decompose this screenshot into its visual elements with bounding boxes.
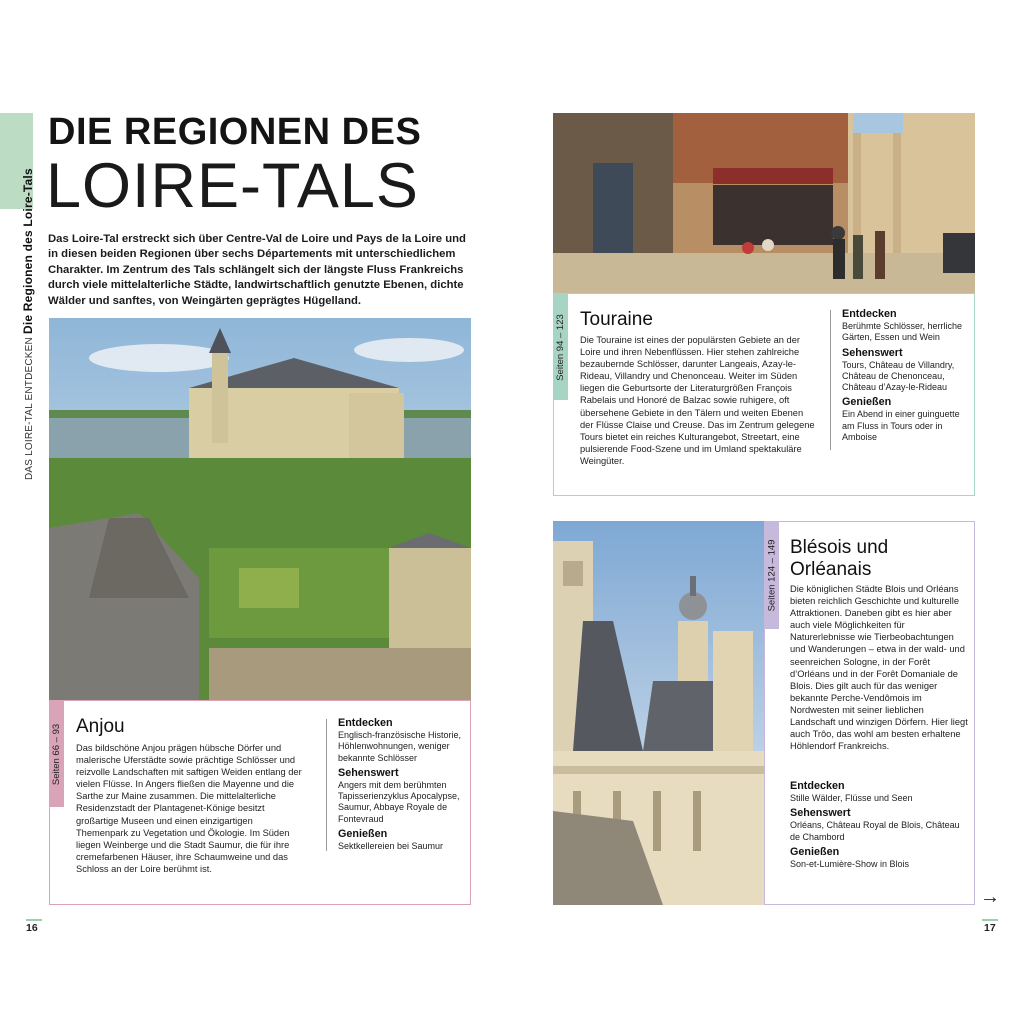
page-number-right: 17 [984,922,996,934]
touraine-entdecken: Berühmte Schlösser, herrliche Gärten, Essen und Wein [842,321,963,343]
region-box-blesois [764,521,975,905]
region-box-anjou [49,700,471,905]
anjou-facts [338,715,466,855]
blesois-geniessen-label: Genießen [790,845,840,858]
anjou-name: Anjou [76,716,125,737]
vertical-running-head [22,168,36,480]
page-title-line1: DIE REGIONEN DES [48,111,422,153]
touraine-sehenswert-label: Sehenswert [842,346,903,359]
next-page-arrow-icon[interactable]: → [980,886,1000,908]
touraine-page-tab [553,294,568,400]
page-number-rule-left [26,919,42,921]
touraine-facts [842,306,970,446]
blesois-photo [553,521,764,905]
anjou-page-tab [49,701,64,807]
anjou-geniessen: Sektkellereien bei Saumur [338,841,444,852]
running-head-title: Die Regionen des Loire-Tals [21,168,35,335]
anjou-divider [326,719,327,851]
running-head-prefix: DAS LOIRE-TAL ENTDECKEN [24,337,35,480]
intro-paragraph: Das Loire-Tal erstreckt sich über Centre-Val de Loire und Pays de la Loire und in diesen beiden Regionen über sechs Départements mit unterschiedlichem Charakter. Im Zentrum des Tals schlängelt sich der längste Fluss Frankreichs durch viele mittelalterliche Städte, landwirtschaftlich genutzte Ebenen, dichte Wälder und sanftes, von Weingärten geprägtes Hügelland. [48,233,466,307]
blesois-name-line1: Blésois und [790,537,889,558]
anjou-sehenswert-label: Sehenswert [338,766,399,779]
blesois-name-line2: Orléanais [790,559,872,580]
blesois-text: Die königlichen Städte Blois und Orléans bieten reichlich Geschichte und kulturelle Attraktionen. Daneben gibt es hier aber auch viele Möglichkeiten für Naturerlebnisse wie Tierbeobachtungen und Wanderungen – etwa in der wald- und seenreichen Sologne, in der Forêt d’Orléans und in der Forêt Domaniale de Blois. Dies gilt auch für das weniger bekannte Perche-Vendômois im Nordwesten mit seiner lieblichen Landschaft und winzigen Dörfern. Hier liegt auch Trôo, das wohl am besten erhaltene Höhlendorf Frankreichs. [790,584,968,752]
blesois-sehenswert-label: Sehenswert [790,807,851,820]
touraine-entdecken-label: Entdecken [842,308,897,320]
anjou-text: Das bildschöne Anjou prägen hübsche Dörfer und malerische Uferstädte sowie prächtige Schlösser und reizvolle Landschaften mit saftigen Weiden entlang der vielen Flüsse. In Angers fließen die Mayenne und die Sarthe zur Maine zusammen. Die mittelalterliche Residenzstadt der Plantagenet-Könige besitzt großartige Museen und einen einzigartigen Themenpark zu Vegetation und Ökologie. Im Süden liegen Weinberge und die Stadt Saumur, die für ihre cremefarbenen Häuser, ihre Schaumweine und das Schloss an der Loire berühmt ist. [76,743,302,874]
blesois-geniessen: Son-et-Lumière-Show in Blois [790,858,910,869]
blesois-entdecken: Stille Wälder, Flüsse und Seen [790,793,913,803]
anjou-entdecken-label: Entdecken [338,717,393,729]
region-box-touraine [553,293,975,496]
touraine-divider [830,310,831,450]
page-number-rule-right [982,919,998,921]
anjou-pages: Seiten 66 – 93 [51,723,62,785]
touraine-geniessen-label: Genießen [842,396,892,409]
touraine-geniessen: Ein Abend in einer guinguette am Fluss in Tours oder in Amboise [842,409,960,443]
touraine-sehenswert: Tours, Château de Villandry, Château de Chenonceau, Château d’Azay-le-Rideau [842,359,955,393]
anjou-geniessen-label: Genießen [338,828,388,841]
touraine-name: Touraine [580,309,653,330]
page-number-left: 16 [26,922,38,934]
touraine-pages: Seiten 94 – 123 [555,313,566,381]
blesois-page-tab [764,522,779,629]
blesois-sehenswert: Orléans, Château Royal de Blois, Château de Chambord [790,820,960,842]
blesois-pages: Seiten 124 – 149 [766,539,777,612]
anjou-sehenswert: Angers mit dem berühmten Tapisserienzyklus Apocalypse, Saumur, Abbaye Royale de Fontevraud [338,779,460,824]
touraine-photo [553,113,975,293]
blesois-facts [790,778,968,873]
anjou-entdecken: Englisch-französische Historie, Höhlenwohnungen, weniger bekannte Schlösser [338,730,462,763]
touraine-text: Die Touraine ist eines der populärsten Gebiete an der Loire und ihren Nebenflüssen. Hier stehen zahlreiche bezaubernde Schlösser, darunter Langeais, Azay-le-Rideau, Villandry und Chenonceau. Weiter im Süden liegen die Geburtsorte der Literaturgrößen François Rabelais und Honoré de Balzac sowie ruhigere, oft übersehene Gebiete in den Tälern und weiten Ebenen der Flüsse Claise und Creuse. Das im Zentrum gelegene Tours bietet ein reiches Kulturangebot, Streetart, eine pulsierende Food-Szene und im Umland spektakuläre Weingüter. [580,335,815,466]
blesois-entdecken-label: Entdecken [790,780,845,792]
anjou-photo [49,318,471,700]
page-title-line2: LOIRE-TALS [46,151,419,221]
